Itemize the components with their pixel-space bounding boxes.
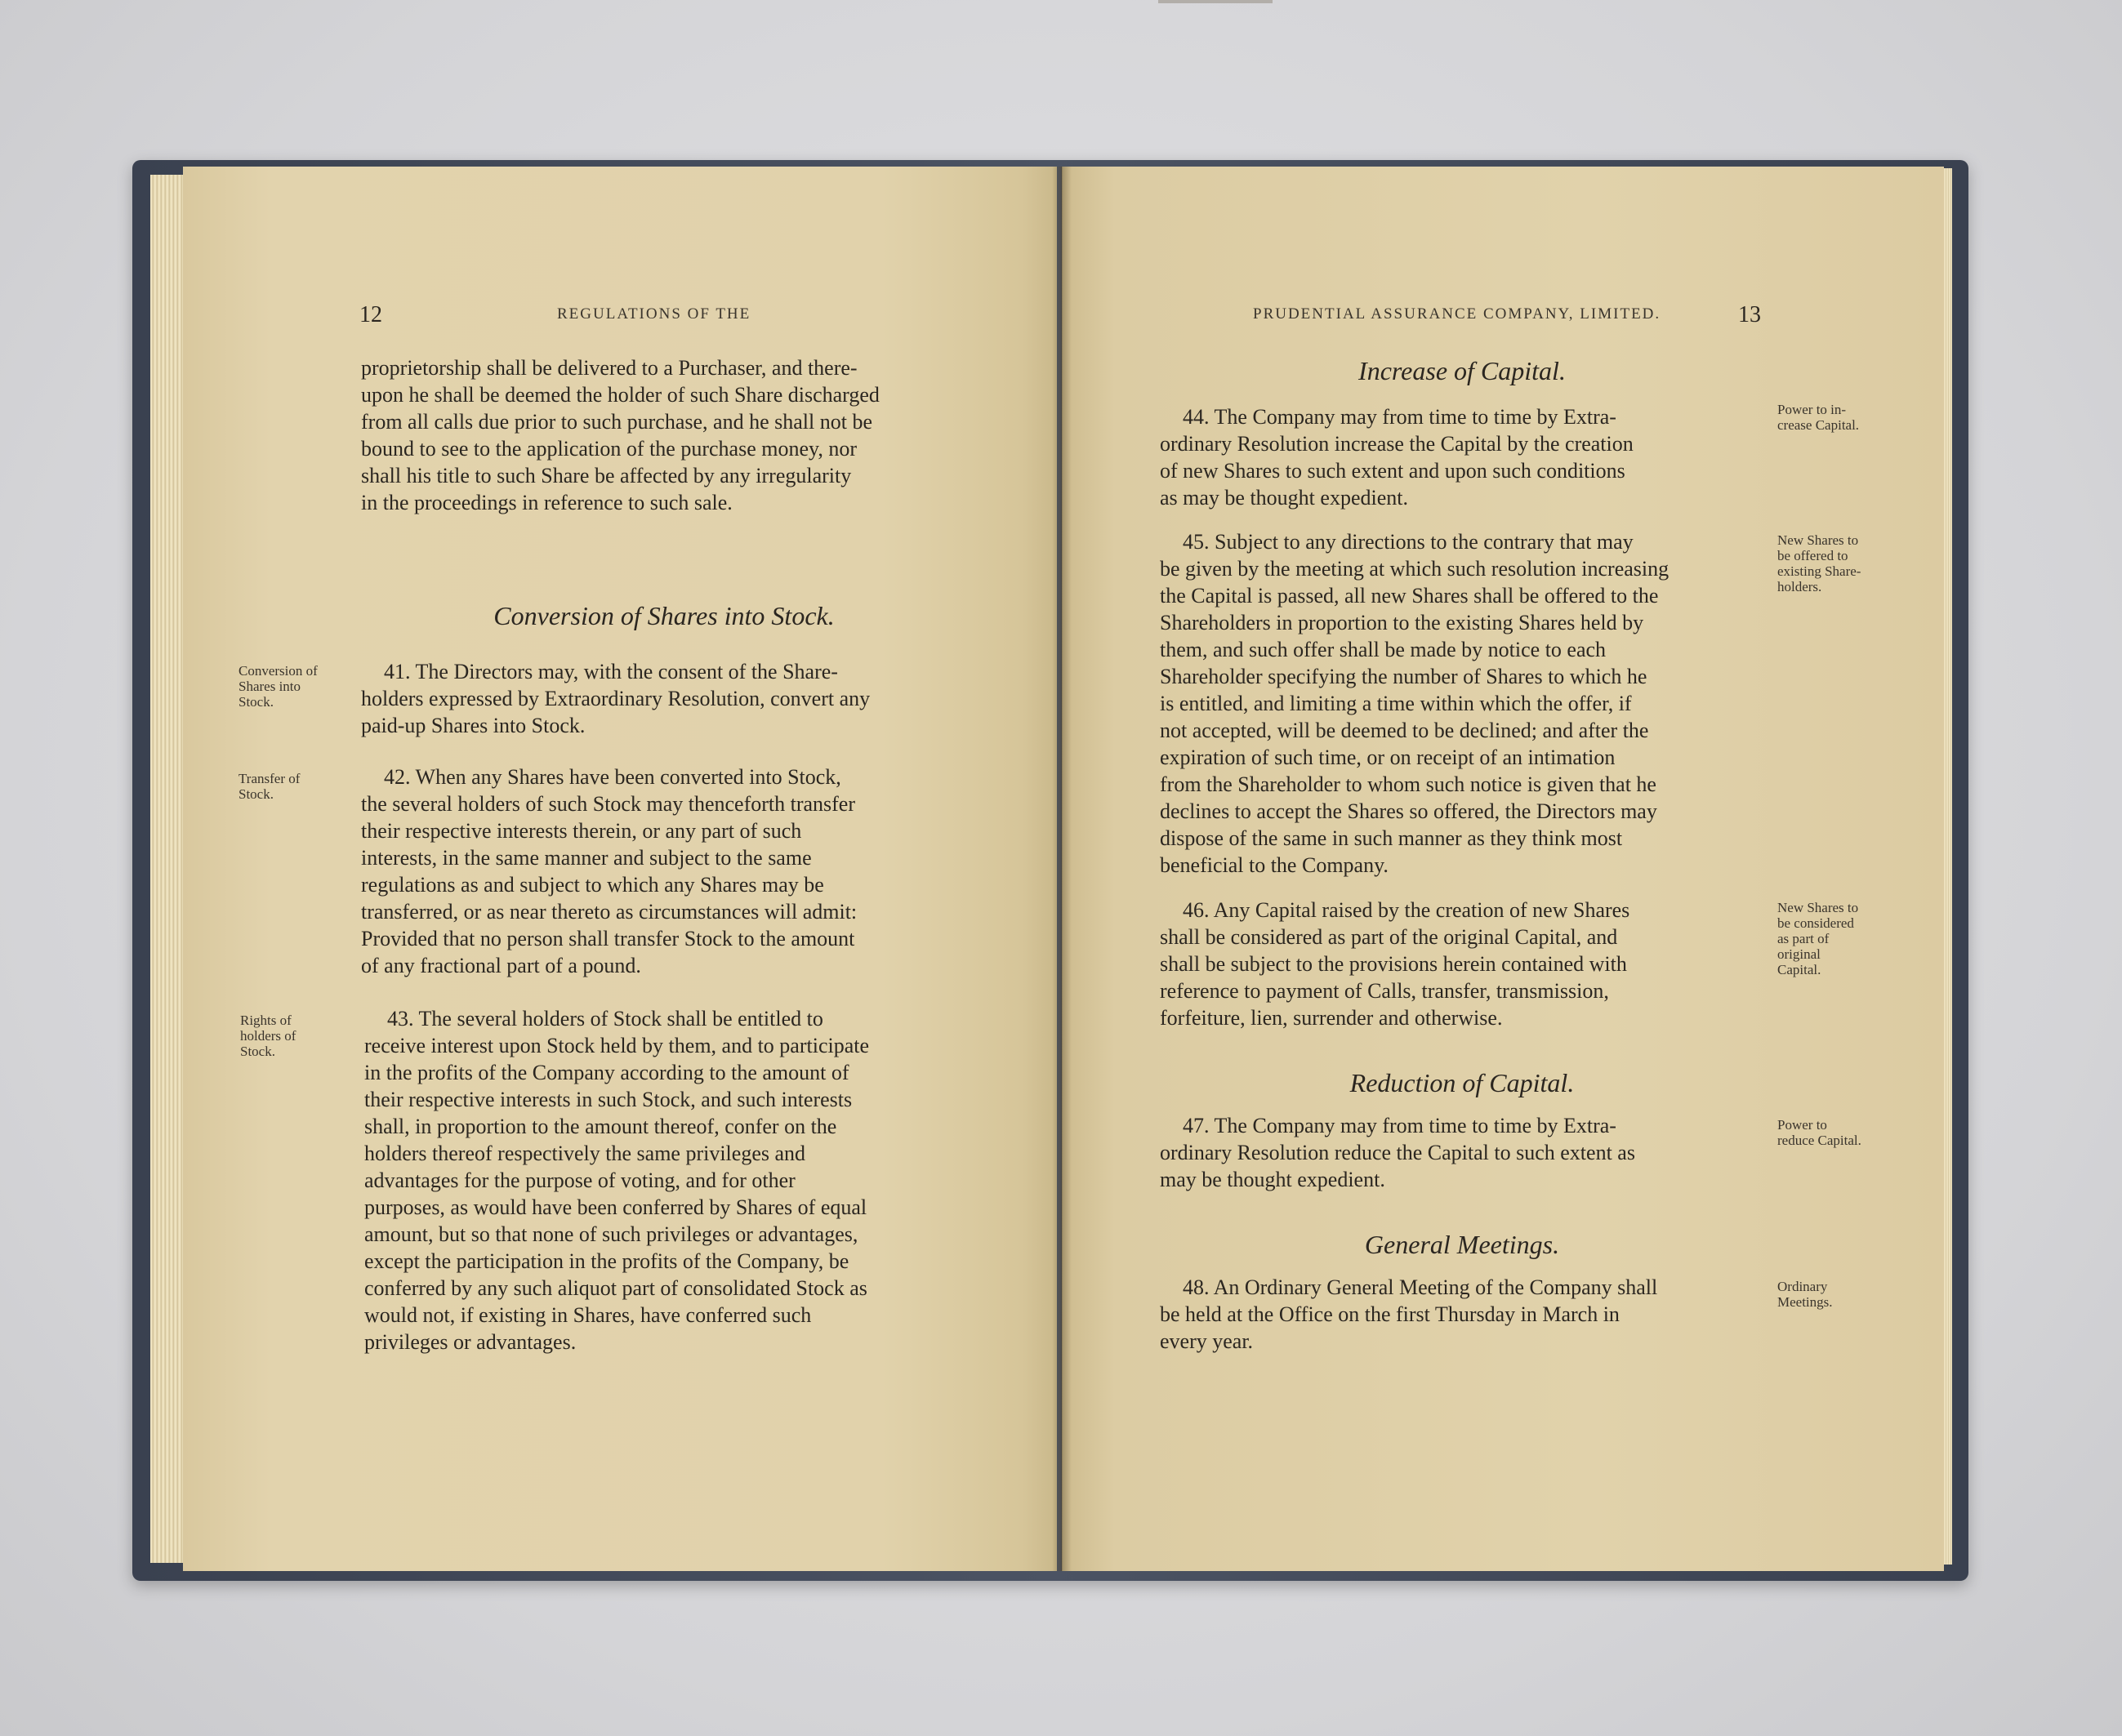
paragraph-45: 45. Subject to any directions to the contrary that may be given by the meeting at which such resolution increasing the Capital is passed, all new Shares shall be offered to the Shareholders in proportion to the existing Shares held by them, and such offer shall be made by notice to each Shareholder specifying the number of Shares to which he is entitled, and limiting a time within which the offer, if not accepted, will be deemed to be declined; and after the expiration of such time, or on receipt of an intimation from the Shareholder to whom such notice is given that he declines to accept the Shares so offered, the Directors may dispose of the same in such manner as they think most beneficial to the Company. <box>1160 530 1670 877</box>
scan-edge-mark <box>1158 0 1273 3</box>
paragraph-47: 47. The Company may from time to time by Extra- ordinary Resolution reduce the Capital to such extent as may be thought expedient. <box>1160 1114 1635 1191</box>
paragraph-44: 44. The Company may from time to time by Extra- ordinary Resolution increase the Capital by the creation of new Shares to such extent and upon such conditions as may be thought expedient. <box>1160 405 1634 510</box>
margin-note-45: New Shares to be offered to existing Share- holders. <box>1777 532 1861 594</box>
paragraph-41: 41. The Directors may, with the consent of the Share- holders expressed by Extraordinary Resolution, convert any paid-up Shares into Stock. <box>361 660 871 737</box>
margin-note-41: Conversion of Shares into Stock. <box>239 663 318 710</box>
section-heading-reduction: Reduction of Capital. <box>1349 1068 1575 1097</box>
page-edges-right <box>1944 168 1952 1565</box>
margin-note-44: Power to in- crease Capital. <box>1777 402 1860 433</box>
book-gutter <box>1052 167 1072 1571</box>
paragraph-43: 43. The several holders of Stock shall be entitled to receive interest upon Stock held by them, and to participate in the profits of the Company according to the amount of their respective interests in such Stock, and such interests shall, in proportion to the amount thereof, confer on the holders thereof respectively the same privileges and advantages for the purpose of voting, and for other purposes, as would have been conferred by Shares of equal amount, but so that none of such privileges or advantages, except the participation in the profits of the Company, be conferred by any such aliquot part of consolidated Stock as would not, if existing in Shares, have conferred such privileges or advantages. <box>364 1007 870 1354</box>
page-edges-left <box>150 175 183 1563</box>
margin-note-46: New Shares to be considered as part of original Capital. <box>1777 900 1859 977</box>
section-heading-general-meetings: General Meetings. <box>1364 1230 1560 1259</box>
paragraph-42: 42. When any Shares have been converted into Stock, the several holders of such Stock may thenceforth transfer their respective interests therein, or any part of such interests, in the same manner and subject to the same regulations as and subject to which any Shares may be transferred, or as near thereto as circumstances will admit: Provided that no person shall transfer Stock to the amount of any fractional part of a pound. <box>361 765 858 977</box>
continuation-paragraph: proprietorship shall be delivered to a Purchaser, and there- upon he shall be deemed the holder of such Share discharged from all calls due prior to such purchase, and he shall not be bound to see to the application of the purchase money, nor shall his title to such Share be affected by any irregularity in the proceedings in reference to such sale. <box>361 356 880 514</box>
left-running-head: REGULATIONS OF THE <box>557 305 751 323</box>
margin-note-47: Power to reduce Capital. <box>1777 1117 1861 1148</box>
paragraph-46: 46. Any Capital raised by the creation of new Shares shall be considered as part of the original Capital, and shall be subject to the provisions herein contained with reference to payment of Calls, transfer, transmission, forfeiture, lien, surrender and otherwise. <box>1160 898 1630 1030</box>
left-page-number: 12 <box>359 302 382 327</box>
margin-note-43: Rights of holders of Stock. <box>240 1013 296 1059</box>
section-heading-conversion: Conversion of Shares into Stock. <box>493 601 835 630</box>
right-page-number: 13 <box>1738 302 1761 327</box>
margin-note-42: Transfer of Stock. <box>239 771 301 802</box>
section-heading-increase: Increase of Capital. <box>1358 356 1566 385</box>
right-running-head: PRUDENTIAL ASSURANCE COMPANY, LIMITED. <box>1253 305 1661 323</box>
paragraph-48: 48. An Ordinary General Meeting of the Company shall be held at the Office on the first Thursday in March in every year. <box>1160 1275 1658 1353</box>
margin-note-48: Ordinary Meetings. <box>1777 1279 1833 1310</box>
